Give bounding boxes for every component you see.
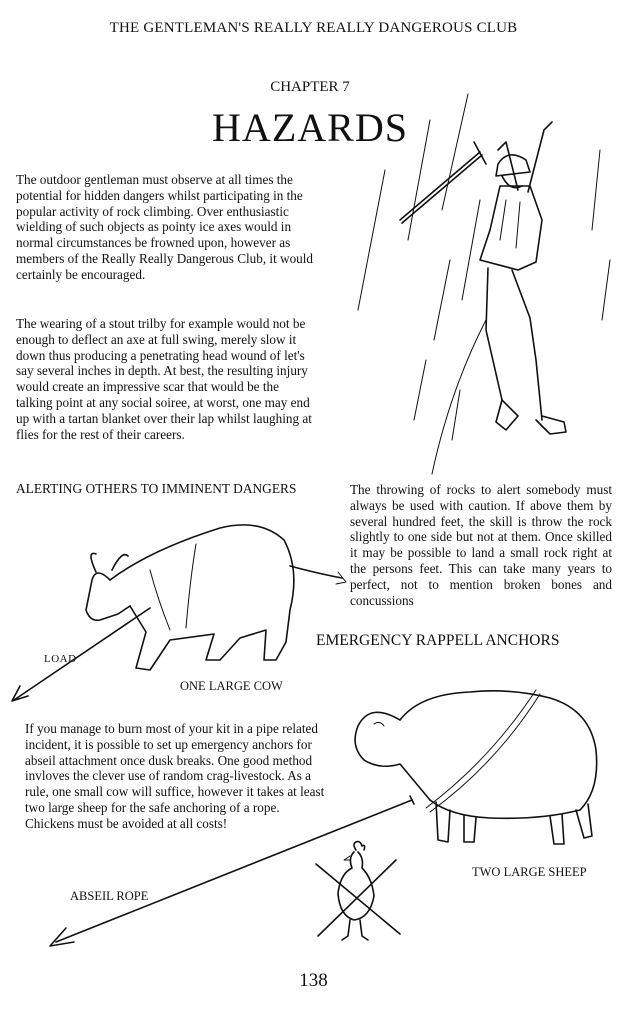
intro-paragraph-2: The wearing of a stout trilby for example would not be enough to deflect an axe at full swing, merely slow it down thus producing a penetrating head wound of let's say several inches in depth. At best, the resulting injury would create an impressive scar that would be the talking point at any social soiree, at worst, one may end up with a tartan blanket over their lap whilst laughing at flies for the rest of their careers. xyxy=(16,316,312,442)
page-number: 138 xyxy=(299,970,328,991)
alerting-heading: ALERTING OTHERS TO IMMINENT DANGERS xyxy=(16,481,297,496)
chapter-title: HAZARDS xyxy=(212,105,408,150)
abseil-rope-label: ABSEIL ROPE xyxy=(70,889,149,903)
climber-with-ice-axe-illustration xyxy=(330,90,620,480)
intro-paragraph-1: The outdoor gentleman must observe at all times the potential for hidden dangers whilst participating in the popular activity of rock climbing. Over enthusiastic wielding of such objects as pointy ice axes would in normal circumstances be frowned upon, however as members of the Really Really Dangerous Club, it would certainly be encouraged. xyxy=(16,172,314,282)
cow-label: ONE LARGE COW xyxy=(180,679,283,693)
load-label: LOAD xyxy=(44,653,77,665)
abseil-rope-illustration xyxy=(0,770,470,960)
running-head: THE GENTLEMAN'S REALLY REALLY DANGEROUS CLUB xyxy=(109,20,518,36)
alerting-paragraph: The throwing of rocks to alert somebody must always be used with caution. If above them by several hundred feet, the skill is throw the rock slightly to one side but not at them. Once skilled it may be possible to land a small rock right at the persons feet. This can take many years to perfect, not to mention broken bones and concussions xyxy=(350,482,612,608)
anchors-heading: EMERGENCY RAPPELL ANCHORS xyxy=(316,632,560,649)
sheep-label: TWO LARGE SHEEP xyxy=(472,865,587,879)
anchors-paragraph: If you manage to burn most of your kit in a pipe related incident, it is possible to set up emergency anchors for abseil attachment once dusk breaks. One good method invloves the clever use of random crag-livestock. As a rule, one small cow will suffice, however it takes at least two large sheep for the safe anchoring of a rope. Chickens must be avoided at all costs! xyxy=(25,721,325,831)
chapter-label: CHAPTER 7 xyxy=(270,79,350,95)
